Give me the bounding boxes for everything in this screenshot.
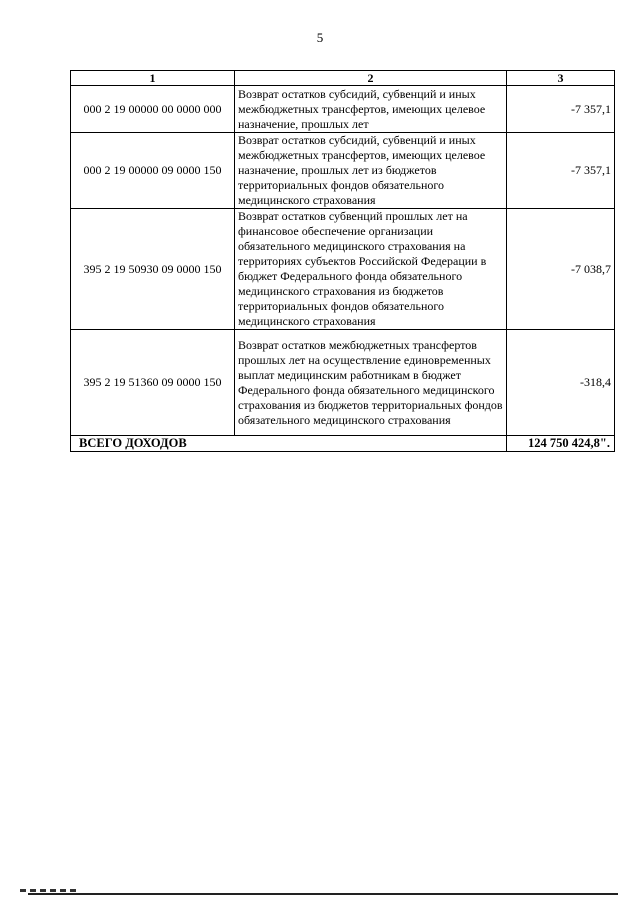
row-code: 000 2 19 00000 00 0000 000: [71, 86, 235, 133]
table-row: [71, 209, 615, 330]
row-description: Возврат остатков субвенций прошлых лет на финансовое обеспечение организации обязательного медицинского страхования на территориях субъектов Российской Федерации в бюджет Федерального фонда обязательного медицинского страхования из бюджетов территориальных фондов обязательного медицинского страхования: [235, 209, 507, 330]
row-amount: -7 038,7: [507, 209, 615, 330]
total-row: [71, 436, 615, 452]
column-header-amount: 3: [507, 71, 615, 86]
row-amount: -7 357,1: [507, 133, 615, 209]
table-row: [71, 330, 615, 436]
row-code: 000 2 19 00000 09 0000 150: [71, 133, 235, 209]
scan-artifact: [20, 889, 80, 892]
page-number: 5: [316, 30, 324, 45]
row-code: 395 2 19 51360 09 0000 150: [71, 330, 235, 436]
table-header-row: [71, 71, 615, 86]
row-description: Возврат остатков межбюджетных трансфертов прошлых лет на осуществление единовременных выплат медицинским работникам в бюджет Федерального фонда обязательного медицинского страхования из бюджетов территориальных фондов обязательного медицинского страхования: [235, 330, 507, 436]
row-amount: -318,4: [507, 330, 615, 436]
column-header-code: 1: [71, 71, 235, 86]
column-header-description: 2: [235, 71, 507, 86]
revenue-table: [70, 70, 615, 452]
row-description: Возврат остатков субсидий, субвенций и иных межбюджетных трансфертов, имеющих целевое назначение, прошлых лет: [235, 86, 507, 133]
row-amount: -7 357,1: [507, 86, 615, 133]
total-amount: 124 750 424,8".: [507, 436, 615, 452]
table-row: [71, 86, 615, 133]
row-description: Возврат остатков субсидий, субвенций и иных межбюджетных трансфертов, имеющих целевое назначение, прошлых лет из бюджетов территориальных фондов обязательного медицинского страхования: [235, 133, 507, 209]
footer-rule: [28, 893, 618, 895]
row-code: 395 2 19 50930 09 0000 150: [71, 209, 235, 330]
table-row: [71, 133, 615, 209]
total-label: ВСЕГО ДОХОДОВ: [71, 436, 507, 452]
